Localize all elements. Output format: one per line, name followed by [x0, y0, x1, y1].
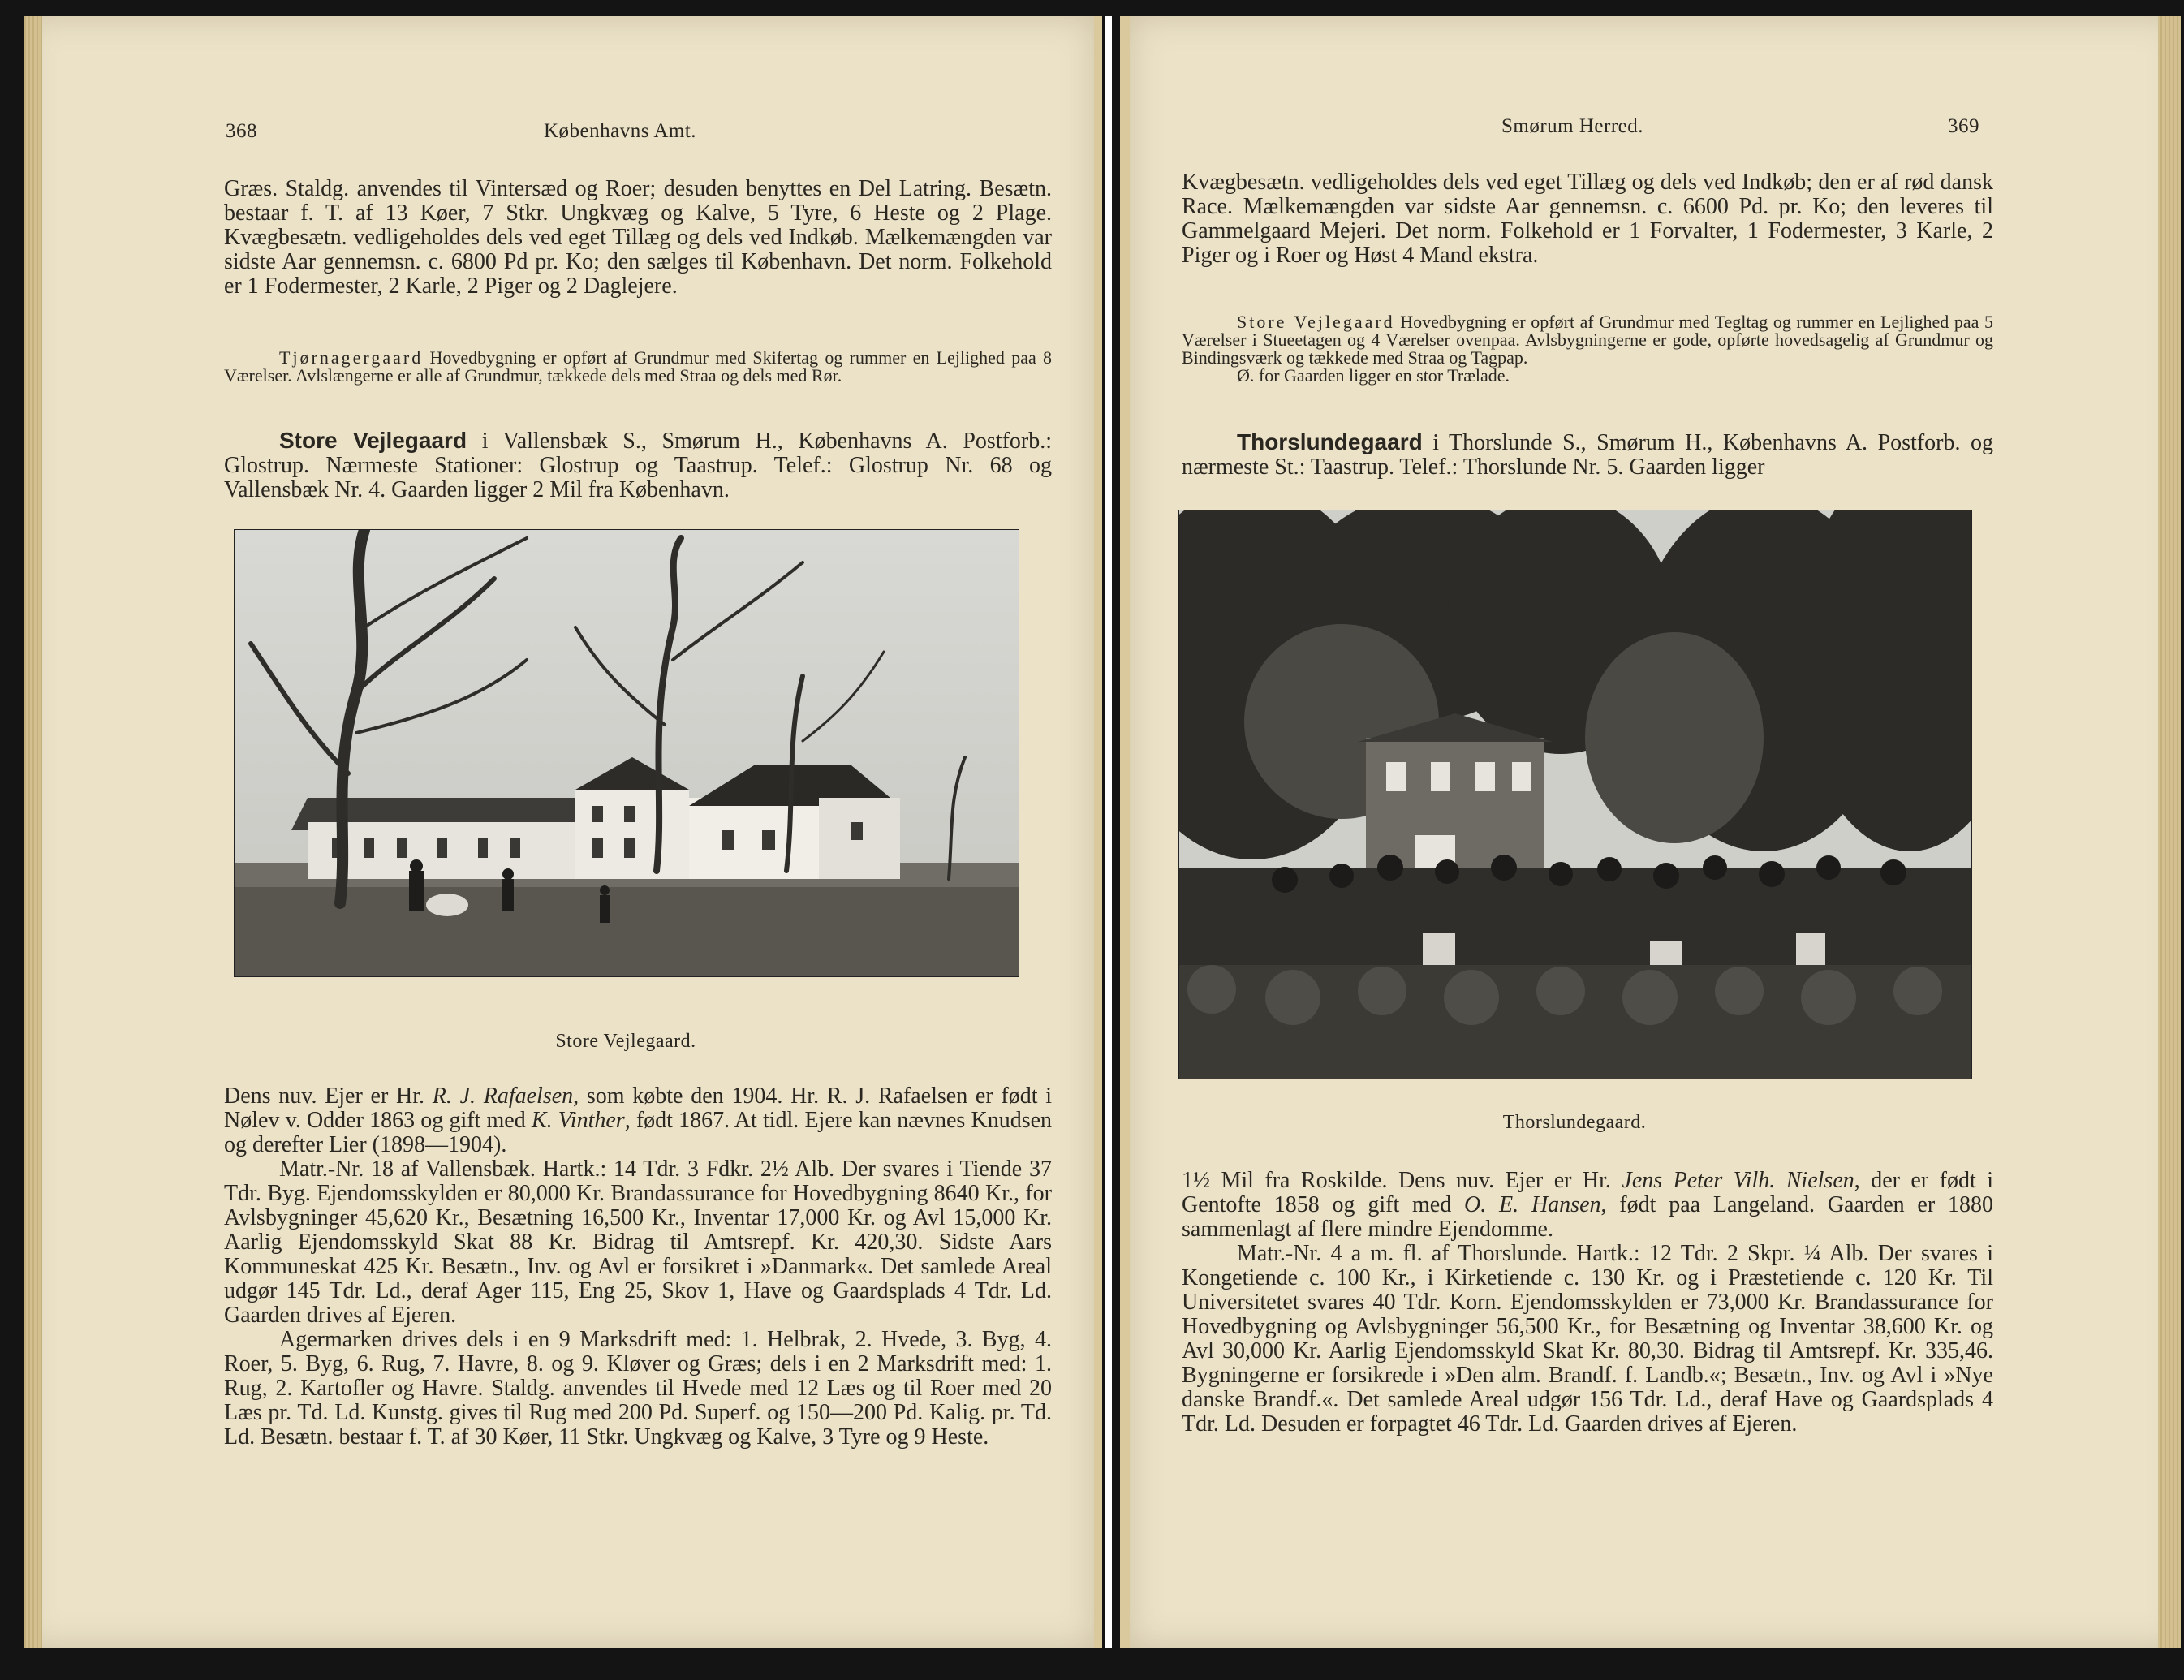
photo-caption-left: Store Vejlegaard.: [555, 1031, 696, 1052]
owner-name-right: Jens Peter Vilh. Nielsen: [1622, 1168, 1854, 1193]
left-building-note: [224, 349, 1052, 385]
left-matr-paragraph: Matr.-Nr. 18 af Vallensbæk. Hartk.: 14 Tdr. 3 Fdkr. 2½ Alb. Der svares i Tiende 37 Tdr. Byg. Ejendomsskylden er 80,000 Kr. Brandassurance for Hovedbygning 8640 Kr., for Avlsbygninger 45,620 Kr., Besætning 16,500 Kr., Inventar 17,000 Kr. og Avl 15,000 Kr. Aarlig Ejendomsskyld Skat 88 Kr. Bidrag til Amtsrepf. Kr. 420,30. Sidste Aars Kommuneskat 425 Kr. Besætn., Inv. og Avl er forsikret i »Danmark«. Det samlede Areal udgør 145 Tdr. Ld., deraf Ager 115, Eng 25, Skov 1, Have og Gaardsplads 4 Tdr. Ld. Gaarden drives af Ejeren.: [224, 1157, 1052, 1328]
page-number-right: 369: [1948, 115, 1979, 137]
note-text: Hovedbygning er opført af Grundmur med Skifertag og rummer en Lejlighed paa 8 Værelser. Avlslængerne er alle af Grundmur, tækkede dels med Straa og dels med Rør.: [224, 347, 1053, 386]
running-head-right: Smørum Herred.: [1501, 115, 1644, 137]
note-title: Tjørnagergaard: [279, 347, 424, 368]
left-entry-heading: [224, 429, 1052, 502]
left-page: [24, 16, 1102, 1648]
note-extra-right: Ø. for Gaarden ligger en stor Trælade.: [1237, 365, 1510, 386]
entry-text: i Vallensbæk S., Smørum H., Københavns A. Postforb.: Glostrup. Nærmeste Stationer: Glostrup og Taastrup. Telef.: Glostrup Nr. 68 og Vallensbæk Nr. 4. Gaarden ligger 2 Mil fra København.: [224, 429, 1052, 502]
spouse-name-right: O. E. Hansen: [1464, 1192, 1601, 1217]
gutter-right: [1105, 16, 1112, 1648]
note-title-right: Store Vejlegaard: [1237, 312, 1395, 332]
page-number-left: 368: [226, 120, 257, 142]
right-owner-paragraph: 1½ Mil fra Roskilde. Dens nuv. Ejer er Hr. Jens Peter Vilh. Nielsen, der er født i Gentofte 1858 og gift med O. E. Hansen, født paa Langeland. Gaarden er 1880 sammenlagt af flere mindre Ejendomme. Matr.-Nr. 4 a m. fl. af Thorslunde. Hartk.: 12 Tdr. 2 Skpr. ¼ Alb. Der svares i Kongetiende c. 100 Kr., i Kirketiende c. 130 Kr. og i Præstetiende c. 120 Kr. Til Universitetet svares 40 Tdr. Korn. Ejendomsskylden er 73,000 Kr. Brandassurance for Hovedbygning og Avlsbygninger 56,500 Kr., for Besætning og Inventar 38,600 Kr. og Avl 30,000 Kr. Aarlig Ejendomsskyld Skat Kr. 80,30. Bidrag til Amtsrepf. Kr. 335,46. Bygningerne er forsikrede i »Den alm. Brandf. f. Landb.«; Besætn., Inv. og Avl i »Nye danske Brandf.«. Det samlede Areal udgør 156 Tdr. Ld., deraf Have og Gaardsplads 4 Tdr. Ld. Desuden er forpagtet 46 Tdr. Ld. Gaarden drives af Ejeren.: [1182, 1168, 1993, 1437]
entry-title-right: Thorslundegaard: [1237, 429, 1423, 454]
left-owner-paragraph: Dens nuv. Ejer er Hr. R. J. Rafaelsen, som købte den 1904. Hr. R. J. Rafaelsen er født i Nølev v. Odder 1863 og gift med K. Vinther, født 1867. At tidl. Ejere kan nævnes Knudsen og derefter Lier (1898—1904). Matr.-Nr. 18 af Vallensbæk. Hartk.: 14 Tdr. 3 Fdkr. 2½ Alb. Der svares i Tiende 37 Tdr. Byg. Ejendomsskylden er 80,000 Kr. Brandassurance for Hovedbygning 8640 Kr., for Avlsbygninger 45,620 Kr., Besætning 16,500 Kr., Inventar 17,000 Kr. og Avl 15,000 Kr. Aarlig Ejendomsskyld Skat 88 Kr. Bidrag til Amtsrepf. Kr. 420,30. Sidste Aars Kommuneskat 425 Kr. Besætn., Inv. og Avl er forsikret i »Danmark«. Det samlede Areal udgør 145 Tdr. Ld., deraf Ager 115, Eng 25, Skov 1, Have og Gaardsplads 4 Tdr. Ld. Gaarden drives af Ejeren. Agermarken drives dels i en 9 Marksdrift med: 1. Helbrak, 2. Hvede, 3. Byg, 4. Roer, 5. Byg, 6. Rug, 7. Havre, 8. og 9. Kløver og Græs; dels i en 2 Marksdrift med: 1. Rug, 2. Kartofler og Havre. Staldg. anvendes til Hvede med 12 Læs og til Roer med 20 Læs pr. Td. Ld. Kunstg. gives til Rug med 200 Pd. Superf. og 150—200 Pd. Kalig. pr. Td. Ld. Besætn. bestaar f. T. af 30 Køer, 11 Stkr. Ungkvæg og Kalve, 3 Tyre og 9 Heste.: [224, 1083, 1053, 1450]
left-agermark-paragraph: Agermarken drives dels i en 9 Marksdrift med: 1. Helbrak, 2. Hvede, 3. Byg, 4. Roer, 5. Byg, 6. Rug, 7. Havre, 8. og 9. Kløver og Græs; dels i en 2 Marksdrift med: 1. Rug, 2. Kartofler og Havre. Staldg. anvendes til Hvede med 12 Læs og til Roer med 20 Læs pr. Td. Ld. Kunstg. gives til Rug med 200 Pd. Superf. og 150—200 Pd. Kalig. pr. Td. Ld. Besætn. bestaar f. T. af 30 Køer, 11 Stkr. Ungkvæg og Kalve, 3 Tyre og 9 Heste.: [224, 1327, 1052, 1450]
right-top-paragraph: Kvægbesætn. vedligeholdes dels ved eget Tillæg og dels ved Indkøb; den er af rød dansk Race. Mælkemængden var sidste Aar gennemsn. c. 6600 Pd. pr. Ko; den leveres til Gammelgaard Mejeri. Det norm. Folkehold er 1 Forvalter, 1 Fodermester, 3 Karle, 2 Piger og i Roer og Høst 4 Mand ekstra.: [1182, 170, 1993, 268]
running-head-left: Københavns Amt.: [544, 120, 697, 142]
right-entry-heading: [1182, 430, 1993, 480]
owner-name-left: R. J. Rafaelsen: [432, 1083, 574, 1109]
spouse-name-left: K. Vinther: [531, 1108, 625, 1133]
entry-text-right: i Thorslunde S., Smørum H., Københavns A. Postforb. og nærmeste St.: Taastrup. Telef.: Thorslunde Nr. 5. Gaarden ligger: [1182, 430, 1993, 480]
entry-title: Store Vejlegaard: [279, 428, 467, 453]
left-top-paragraph: Græs. Staldg. anvendes til Vintersæd og Roer; desuden benyttes en Del Latring. Besætn. bestaar f. T. af 13 Køer, 7 Stkr. Ungkvæg og Kalve, 5 Tyre, 6 Heste og 2 Plage. Kvægbesætn. vedligeholdes dels ved eget Tillæg og dels ved Indkøb. Mælkemængden var sidste Aar gennemsn. c. 6800 Pd pr. Ko; den sælges til København. Det norm. Folkehold er 1 Fodermester, 2 Karle, 2 Piger og 2 Daglejere.: [224, 176, 1052, 299]
thorslundegaard-photo: [1178, 510, 1972, 1079]
right-building-note: [1182, 313, 1993, 385]
store-vejlegaard-photo: [234, 529, 1019, 977]
photo-caption-right: Thorslundegaard.: [1502, 1112, 1647, 1133]
note-text-right: Hovedbygning er opført af Grundmur med Tegltag og rummer en Lejlighed paa 5 Værelser i Stueetagen og 4 Værelser ovenpaa. Avlsbygningerne er gode, opførte hovedsagelig af Grundmur og Bindingsværk og tækkede med Straa og Tagpap.: [1182, 312, 1993, 368]
page-edge-right: [2158, 16, 2181, 1648]
right-page: [1120, 16, 2181, 1648]
page-edge-left: [24, 16, 42, 1648]
right-matr-paragraph: Matr.-Nr. 4 a m. fl. af Thorslunde. Hartk.: 12 Tdr. 2 Skpr. ¼ Alb. Der svares i Kongetiende c. 100 Kr., i Kirketiende c. 130 Kr. og i Præstetiende c. 120 Kr. Til Universitetet svares 40 Tdr. Korn. Ejendomsskylden er 73,000 Kr. Brandassurance for Hovedbygning og Avlsbygninger 56,500 Kr., for Besætning og Inventar 38,600 Kr. og Avl 30,000 Kr. Aarlig Ejendomsskyld Skat Kr. 80,30. Bidrag til Amtsrepf. Kr. 335,46. Bygningerne er forsikrede i »Den alm. Brandf. f. Landb.«; Besætn., Inv. og Avl i »Nye danske Brandf.«. Det samlede Areal udgør 156 Tdr. Ld., deraf Have og Gaardsplads 4 Tdr. Ld. Desuden er forpagtet 46 Tdr. Ld. Gaarden drives af Ejeren.: [1182, 1241, 1993, 1437]
